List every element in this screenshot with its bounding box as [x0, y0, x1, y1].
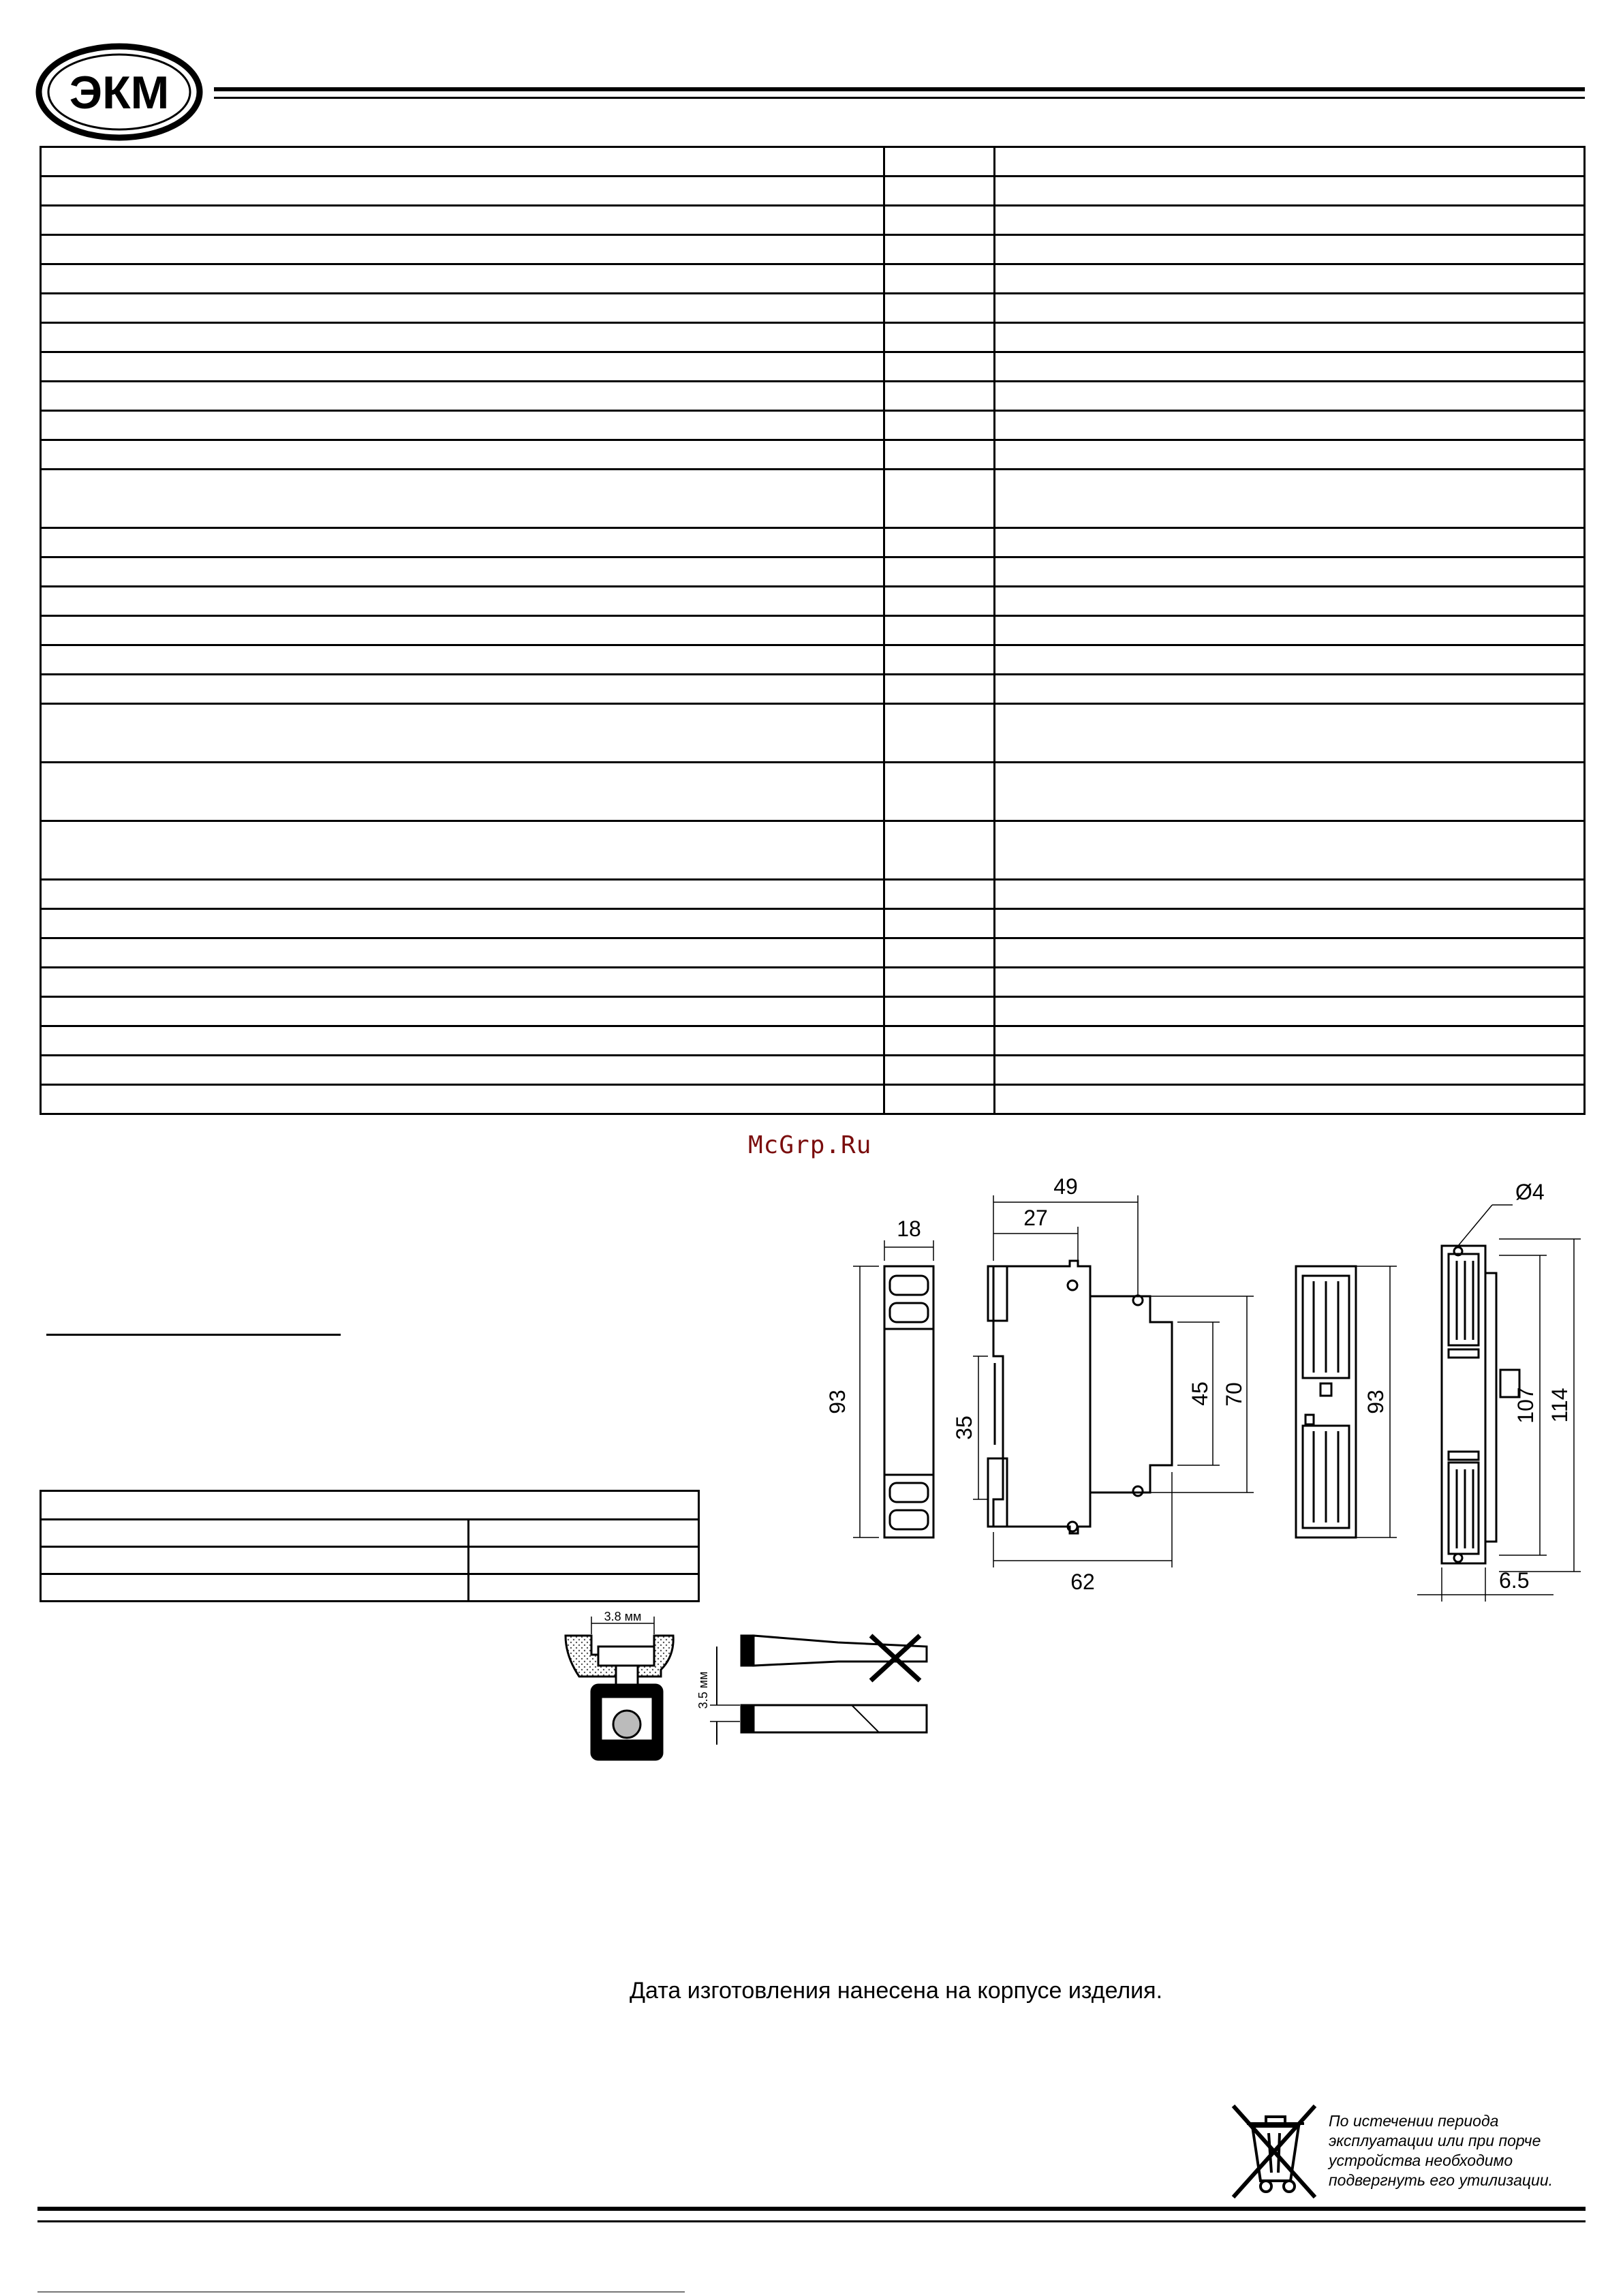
table-cell [884, 294, 995, 323]
table-cell [995, 997, 1585, 1026]
table-cell [995, 880, 1585, 909]
table-cell [41, 880, 884, 909]
table-cell [995, 938, 1585, 968]
table-cell [41, 1520, 469, 1547]
table-cell [884, 704, 995, 763]
table-cell [995, 206, 1585, 235]
small-table [40, 1490, 700, 1602]
table-row [41, 704, 1585, 763]
table-row [41, 177, 1585, 206]
table-cell [995, 177, 1585, 206]
table-cell [884, 528, 995, 557]
table-cell [884, 587, 995, 616]
table-cell [41, 470, 884, 528]
table-cell [41, 235, 884, 264]
table-cell [884, 675, 995, 704]
table-cell [995, 382, 1585, 411]
table-cell [41, 557, 884, 587]
table-cell [41, 1026, 884, 1056]
dim-side-49: 49 [1053, 1174, 1078, 1199]
dim-back-93: 93 [1363, 1390, 1388, 1414]
table-cell [41, 1547, 469, 1574]
table-row [41, 382, 1585, 411]
table-row [41, 206, 1585, 235]
table-row [41, 1520, 699, 1547]
table-cell [995, 645, 1585, 675]
table-cell [41, 968, 884, 997]
ekm-logo [35, 42, 203, 142]
table-row [41, 909, 1585, 938]
table-cell [995, 264, 1585, 294]
table-cell [884, 1056, 995, 1085]
footer-rule-thick [37, 2207, 1586, 2211]
table-row [41, 235, 1585, 264]
disposal-line: подвергнуть его утилизации. [1329, 2171, 1554, 2189]
header-rule-thin [214, 97, 1585, 99]
table-cell [41, 909, 884, 938]
table-cell [884, 352, 995, 382]
disposal-line: эксплуатации или при порче [1329, 2132, 1541, 2149]
dim-slot-width: 3.8 мм [604, 1610, 642, 1623]
table-cell [41, 411, 884, 440]
table-row [41, 968, 1585, 997]
disposal-line: устройства необходимо [1329, 2152, 1513, 2169]
table-cell [884, 1026, 995, 1056]
table-cell [41, 382, 884, 411]
table-row [41, 997, 1585, 1026]
table-cell [41, 528, 884, 557]
dim-front-width: 18 [897, 1216, 921, 1241]
table-cell [884, 938, 995, 968]
table-cell [41, 323, 884, 352]
table-cell [469, 1520, 699, 1547]
dim-side-35: 35 [952, 1415, 976, 1440]
dim-side-62: 62 [1070, 1570, 1095, 1594]
mounting-view-drawing [1442, 1246, 1519, 1563]
dim-side-70: 70 [1222, 1382, 1246, 1407]
table-cell [884, 411, 995, 440]
table-row [41, 616, 1585, 645]
table-cell [995, 616, 1585, 645]
table-cell [41, 264, 884, 294]
table-row [41, 440, 1585, 470]
table-row [41, 323, 1585, 352]
table-row [41, 645, 1585, 675]
table-row [41, 264, 1585, 294]
table-cell [41, 821, 884, 880]
table-cell [884, 557, 995, 587]
table-cell [41, 997, 884, 1026]
table-cell [995, 528, 1585, 557]
table-cell [884, 177, 995, 206]
table-row [41, 411, 1585, 440]
manufacture-date-note: Дата изготовления нанесена на корпусе изделия. [630, 1978, 1163, 2004]
table-cell [41, 294, 884, 323]
table-cell [995, 1085, 1585, 1114]
table-cell [995, 587, 1585, 616]
table-cell [995, 1056, 1585, 1085]
side-view-drawing [988, 1261, 1172, 1533]
table-cell [995, 968, 1585, 997]
table-cell [41, 206, 884, 235]
table-cell [41, 1491, 699, 1520]
table-cell [884, 470, 995, 528]
table-row [41, 675, 1585, 704]
dim-mount-6-5: 6.5 [1499, 1568, 1530, 1593]
table-cell [884, 763, 995, 821]
table-cell [995, 323, 1585, 352]
dim-blade-thickness: 3.5 мм [696, 1671, 710, 1709]
table-row [41, 587, 1585, 616]
table-row [41, 294, 1585, 323]
table-row [41, 557, 1585, 587]
table-row [41, 1056, 1585, 1085]
table-row [41, 1491, 699, 1520]
logo-text: ЭКМ [69, 67, 170, 119]
table-cell [884, 616, 995, 645]
table-cell [884, 264, 995, 294]
table-cell [995, 821, 1585, 880]
watermark-text: McGrp.Ru [748, 1131, 872, 1159]
dim-mount-114: 114 [1547, 1388, 1572, 1423]
footer-rule-bottom [37, 2291, 685, 2293]
table-cell [469, 1547, 699, 1574]
dim-front-height: 93 [825, 1390, 850, 1414]
table-cell [469, 1574, 699, 1602]
table-cell [41, 616, 884, 645]
table-row [41, 528, 1585, 557]
dim-hole-diameter: Ø4 [1515, 1180, 1545, 1204]
table-cell [995, 440, 1585, 470]
table-cell [884, 206, 995, 235]
table-cell [995, 675, 1585, 704]
table-cell [884, 909, 995, 938]
back-view-drawing [1296, 1266, 1356, 1537]
table-cell [41, 147, 884, 177]
screwdriver-diagram [559, 1608, 940, 1786]
table-cell [884, 235, 995, 264]
dim-side-45: 45 [1188, 1381, 1212, 1406]
specifications-table [40, 146, 1586, 1115]
front-view-drawing [884, 1266, 933, 1537]
dimension-drawings [818, 1159, 1608, 1622]
table-cell [995, 909, 1585, 938]
table-row [41, 763, 1585, 821]
table-cell [884, 382, 995, 411]
table-row [41, 821, 1585, 880]
table-cell [41, 1574, 469, 1602]
disposal-line: По истечении периода [1329, 2112, 1499, 2130]
dim-side-27: 27 [1023, 1206, 1048, 1230]
table-cell [884, 880, 995, 909]
table-cell [995, 704, 1585, 763]
table-cell [884, 323, 995, 352]
table-row [41, 147, 1585, 177]
table-row [41, 938, 1585, 968]
table-cell [995, 1026, 1585, 1056]
table-row [41, 1085, 1585, 1114]
table-row [41, 880, 1585, 909]
table-cell [884, 440, 995, 470]
table-cell [995, 352, 1585, 382]
header-rule-thick [214, 87, 1585, 91]
table-cell [995, 470, 1585, 528]
table-cell [41, 587, 884, 616]
table-cell [995, 557, 1585, 587]
table-cell [41, 1056, 884, 1085]
table-cell [41, 1085, 884, 1114]
table-cell [884, 821, 995, 880]
table-row [41, 352, 1585, 382]
table-cell [884, 147, 995, 177]
disposal-note [1329, 2111, 1615, 2190]
table-cell [41, 177, 884, 206]
table-cell [41, 645, 884, 675]
table-cell [41, 675, 884, 704]
table-cell [995, 763, 1585, 821]
table-cell [41, 938, 884, 968]
table-cell [884, 997, 995, 1026]
table-cell [41, 352, 884, 382]
table-row [41, 1547, 699, 1574]
table-row [41, 1574, 699, 1602]
table-row [41, 1026, 1585, 1056]
table-cell [995, 411, 1585, 440]
table-cell [995, 147, 1585, 177]
table-cell [41, 763, 884, 821]
weee-bin-icon [1226, 2100, 1322, 2203]
table-cell [884, 1085, 995, 1114]
footer-rule-thin [37, 2220, 1586, 2222]
dim-mount-107: 107 [1513, 1387, 1538, 1424]
table-cell [41, 704, 884, 763]
table-cell [41, 440, 884, 470]
table-cell [884, 968, 995, 997]
table-cell [884, 645, 995, 675]
section-underline [46, 1334, 341, 1336]
table-cell [995, 235, 1585, 264]
table-row [41, 470, 1585, 528]
table-cell [995, 294, 1585, 323]
